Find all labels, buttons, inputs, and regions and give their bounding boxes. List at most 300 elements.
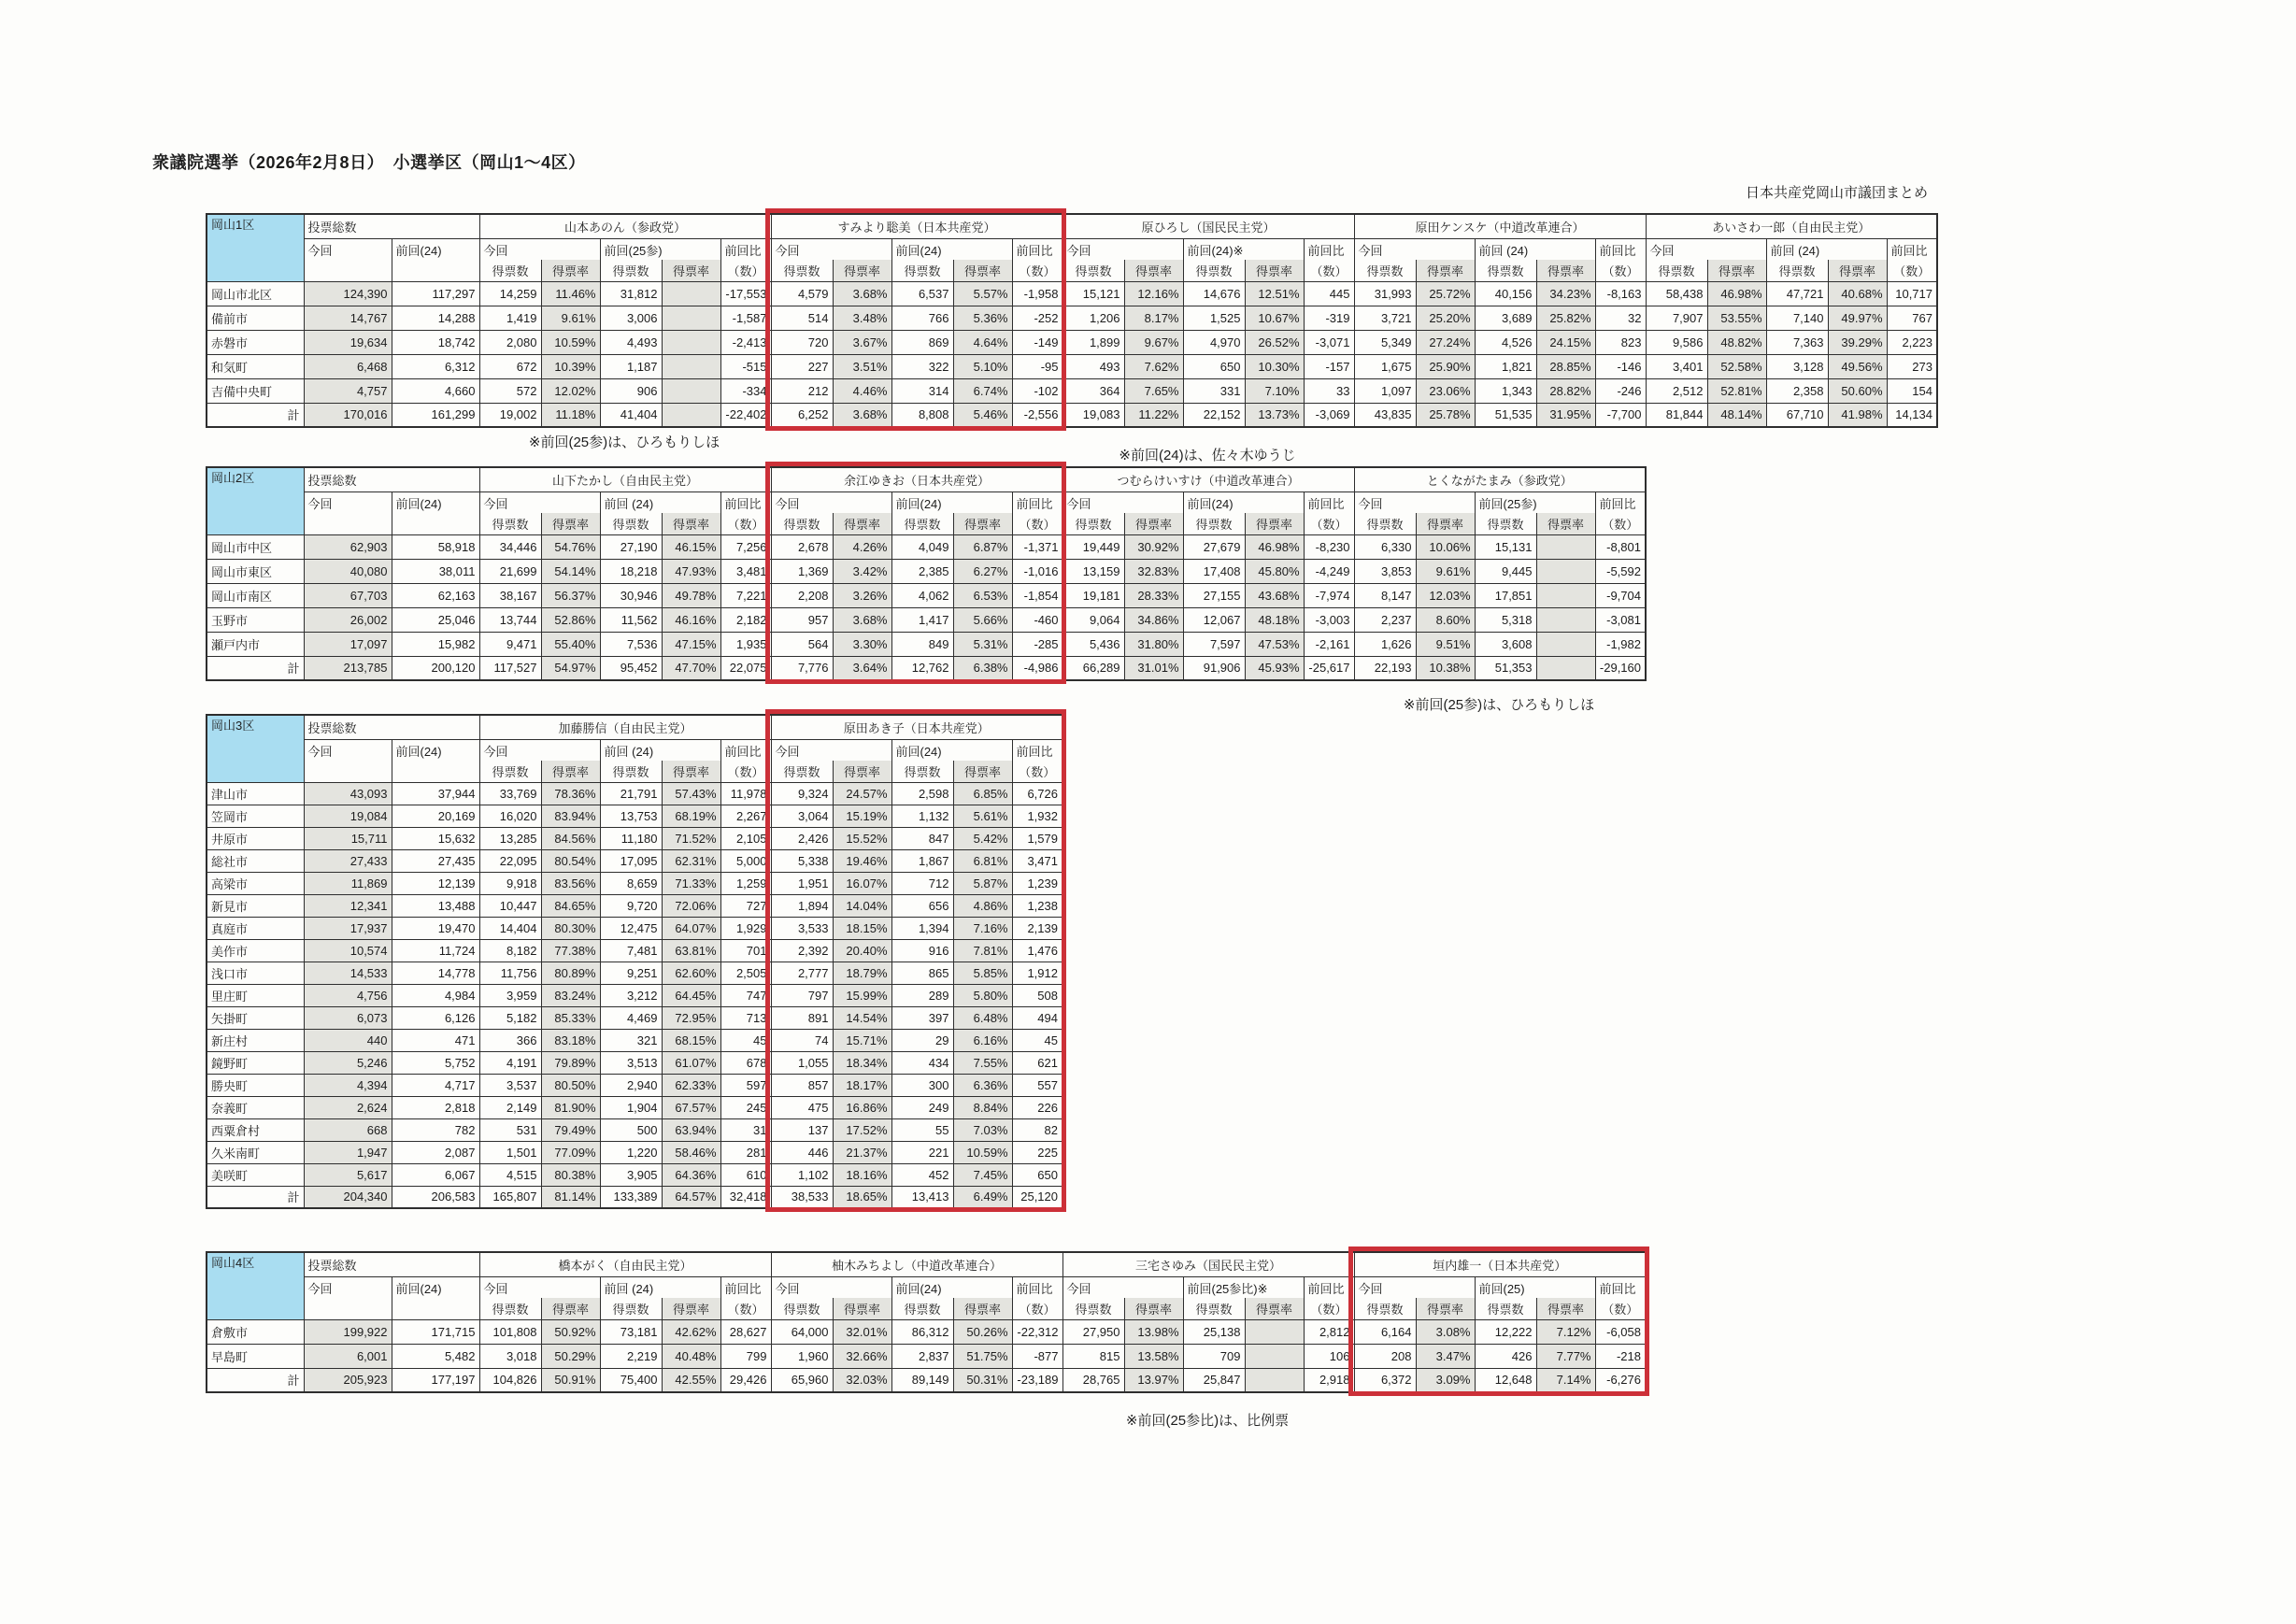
votes-now-cell: 531: [479, 1118, 541, 1141]
rate-prev-cell: 7.12%: [1536, 1319, 1595, 1344]
votes-prev-cell: 321: [600, 1029, 662, 1051]
total-now-cell: 62,903: [304, 534, 392, 559]
total-now-cell: 5,617: [304, 1163, 392, 1186]
area-cell: 浅口市: [207, 962, 304, 984]
votes-prev-cell: 2,219: [600, 1344, 662, 1368]
table-row: [207, 1186, 1062, 1208]
diff-cell: 281: [720, 1141, 771, 1163]
diff-cell: 225: [1012, 1141, 1062, 1163]
diff-cell: -8,801: [1595, 534, 1646, 559]
col-header-rate: 得票率: [1245, 260, 1304, 281]
header-row: [207, 739, 1062, 761]
col-header-prev: 前回 (24): [1766, 238, 1887, 260]
rate-prev-cell: 61.07%: [662, 1051, 720, 1074]
table-row: [207, 378, 1937, 403]
district-results-grid: [206, 466, 1647, 681]
col-header-now: 今回: [304, 491, 392, 534]
votes-now-cell: 2,149: [479, 1096, 541, 1118]
rate-prev-cell: 45.93%: [1245, 656, 1304, 680]
table-row: [207, 534, 1646, 559]
votes-prev-cell: 2,940: [600, 1074, 662, 1096]
col-header-rate: 得票率: [1416, 260, 1475, 281]
rate-prev-cell: 62.31%: [662, 849, 720, 872]
rate-now-cell: 3.68%: [833, 607, 891, 632]
col-header-diff: 前回比: [720, 238, 771, 260]
votes-prev-cell: 4,049: [891, 534, 953, 559]
rate-now-cell: 54.76%: [541, 534, 600, 559]
area-cell: 高梁市: [207, 872, 304, 894]
votes-prev-cell: 1,867: [891, 849, 953, 872]
votes-now-cell: 19,002: [479, 403, 541, 427]
total-prev-cell: 4,660: [392, 378, 479, 403]
votes-prev-cell: 221: [891, 1141, 953, 1163]
candidate-header: 三宅さゆみ（国民民主党）: [1062, 1252, 1354, 1276]
total-now-cell: 6,073: [304, 1006, 392, 1029]
diff-cell: 650: [1012, 1163, 1062, 1186]
col-header-diff: 前回比: [720, 1276, 771, 1298]
total-prev-cell: 471: [392, 1029, 479, 1051]
rate-now-cell: 83.94%: [541, 805, 600, 827]
total-now-cell: 17,937: [304, 917, 392, 939]
rate-now-cell: 13.58%: [1124, 1344, 1183, 1368]
diff-cell: -1,587: [720, 306, 771, 330]
rate-now-cell: 83.56%: [541, 872, 600, 894]
area-cell: 早島町: [207, 1344, 304, 1368]
col-header-votes: 得票数: [891, 513, 953, 534]
rate-prev-cell: 62.33%: [662, 1074, 720, 1096]
votes-prev-cell: 17,408: [1183, 559, 1245, 583]
rate-now-cell: 18.79%: [833, 962, 891, 984]
votes-prev-cell: 4,526: [1475, 330, 1536, 354]
area-cell: 備前市: [207, 306, 304, 330]
col-header-votes: 得票数: [1183, 1298, 1245, 1319]
rate-now-cell: 18.15%: [833, 917, 891, 939]
rate-prev-cell: 5.61%: [953, 805, 1012, 827]
col-header-now: 今回: [1354, 238, 1475, 260]
col-header-diff: 前回比: [1595, 238, 1646, 260]
diff-cell: -7,700: [1595, 403, 1646, 427]
diff-cell: 610: [720, 1163, 771, 1186]
district-label: 岡山1区: [207, 214, 304, 281]
rate-now-cell: 20.40%: [833, 939, 891, 962]
votes-now-cell: 1,097: [1354, 378, 1416, 403]
diff-cell: 2,267: [720, 805, 771, 827]
col-header-rate: 得票率: [1536, 1298, 1595, 1319]
diff-cell: -319: [1304, 306, 1354, 330]
rate-now-cell: 3.30%: [833, 632, 891, 656]
total-prev-cell: 2,087: [392, 1141, 479, 1163]
col-header-prev: 前回(24): [392, 1276, 479, 1319]
diff-cell: 747: [720, 984, 771, 1006]
votes-now-cell: 34,446: [479, 534, 541, 559]
rate-now-cell: 25.72%: [1416, 281, 1475, 306]
total-now-cell: 199,922: [304, 1319, 392, 1344]
votes-now-cell: 9,586: [1646, 330, 1707, 354]
rate-prev-cell: [1536, 632, 1595, 656]
area-cell: 久米南町: [207, 1141, 304, 1163]
votes-now-cell: 9,064: [1062, 607, 1124, 632]
total-prev-cell: 2,818: [392, 1096, 479, 1118]
diff-cell: 597: [720, 1074, 771, 1096]
rate-prev-cell: 62.60%: [662, 962, 720, 984]
col-header-votes: 得票数: [600, 761, 662, 782]
col-header-diff-num: （数）: [720, 1298, 771, 1319]
votes-prev-cell: 2,598: [891, 782, 953, 805]
rate-prev-cell: 63.81%: [662, 939, 720, 962]
area-cell: 鏡野町: [207, 1051, 304, 1074]
votes-prev-cell: 2,837: [891, 1344, 953, 1368]
diff-cell: -218: [1595, 1344, 1646, 1368]
rate-prev-cell: 49.97%: [1828, 306, 1887, 330]
total-now-cell: 4,757: [304, 378, 392, 403]
col-header-diff-num: （数）: [720, 513, 771, 534]
votes-prev-cell: 8,659: [600, 872, 662, 894]
rate-prev-cell: 46.16%: [662, 607, 720, 632]
diff-cell: 823: [1595, 330, 1646, 354]
rate-prev-cell: [662, 306, 720, 330]
col-header-rate: 得票率: [953, 761, 1012, 782]
votes-prev-cell: 300: [891, 1074, 953, 1096]
votes-now-cell: 446: [771, 1141, 833, 1163]
district-label: 岡山4区: [207, 1252, 304, 1319]
rate-prev-cell: [662, 354, 720, 378]
diff-cell: 713: [720, 1006, 771, 1029]
col-header-rate: 得票率: [662, 1298, 720, 1319]
diff-cell: 22,075: [720, 656, 771, 680]
diff-cell: 32,418: [720, 1186, 771, 1208]
votes-prev-cell: 133,389: [600, 1186, 662, 1208]
total-prev-cell: 37,944: [392, 782, 479, 805]
col-header-rate: 得票率: [1828, 260, 1887, 281]
diff-cell: -29,160: [1595, 656, 1646, 680]
rate-prev-cell: 7.55%: [953, 1051, 1012, 1074]
rate-prev-cell: [1536, 656, 1595, 680]
votes-prev-cell: 1,417: [891, 607, 953, 632]
col-header-votes: 得票数: [891, 260, 953, 281]
table-row: [207, 559, 1646, 583]
votes-prev-cell: 1,525: [1183, 306, 1245, 330]
col-header-now: 今回: [1354, 1276, 1475, 1298]
rate-now-cell: 10.59%: [541, 330, 600, 354]
votes-prev-cell: 55: [891, 1118, 953, 1141]
rate-prev-cell: [1536, 559, 1595, 583]
total-prev-cell: 38,011: [392, 559, 479, 583]
total-now-cell: 67,703: [304, 583, 392, 607]
votes-prev-cell: 6,537: [891, 281, 953, 306]
votes-now-cell: 13,159: [1062, 559, 1124, 583]
header-row: [207, 467, 1646, 491]
rate-prev-cell: 5.85%: [953, 962, 1012, 984]
total-now-cell: 668: [304, 1118, 392, 1141]
rate-prev-cell: 71.33%: [662, 872, 720, 894]
header-row: [207, 491, 1646, 513]
table-row: [207, 1006, 1062, 1029]
rate-now-cell: 9.61%: [541, 306, 600, 330]
diff-cell: -95: [1012, 354, 1062, 378]
col-header-now: 今回: [1646, 238, 1766, 260]
votes-prev-cell: 397: [891, 1006, 953, 1029]
votes-now-cell: 13,744: [479, 607, 541, 632]
diff-cell: -2,413: [720, 330, 771, 354]
votes-now-cell: 165,807: [479, 1186, 541, 1208]
col-header-votes: 得票数: [1354, 513, 1416, 534]
col-header-rate: 得票率: [541, 513, 600, 534]
rate-now-cell: 30.92%: [1124, 534, 1183, 559]
col-header-votes: 得票数: [600, 260, 662, 281]
total-prev-cell: 58,918: [392, 534, 479, 559]
votes-now-cell: 6,164: [1354, 1319, 1416, 1344]
diff-cell: 7,256: [720, 534, 771, 559]
diff-cell: 154: [1887, 378, 1937, 403]
votes-now-cell: 5,436: [1062, 632, 1124, 656]
area-cell: 新庄村: [207, 1029, 304, 1051]
col-header-rate: 得票率: [833, 761, 891, 782]
col-header-now: 今回: [479, 739, 600, 761]
diff-cell: 273: [1887, 354, 1937, 378]
col-header-rate: 得票率: [1536, 260, 1595, 281]
diff-cell: 5,000: [720, 849, 771, 872]
votes-prev-cell: 452: [891, 1163, 953, 1186]
votes-now-cell: 21,699: [479, 559, 541, 583]
diff-cell: 29,426: [720, 1368, 771, 1392]
col-header-rate: 得票率: [1536, 513, 1595, 534]
col-header-prev: 前回(24): [891, 238, 1012, 260]
votes-now-cell: 797: [771, 984, 833, 1006]
votes-now-cell: 227: [771, 354, 833, 378]
votes-prev-cell: 3,608: [1475, 632, 1536, 656]
rate-prev-cell: 72.06%: [662, 894, 720, 917]
votes-prev-cell: 9,251: [600, 962, 662, 984]
area-cell: 総社市: [207, 849, 304, 872]
votes-prev-cell: 1,343: [1475, 378, 1536, 403]
total-now-cell: 40,080: [304, 559, 392, 583]
votes-now-cell: 81,844: [1646, 403, 1707, 427]
area-cell: 岡山市南区: [207, 583, 304, 607]
votes-prev-cell: 9,720: [600, 894, 662, 917]
diff-cell: 106: [1304, 1344, 1354, 1368]
total-now-cell: 43,093: [304, 782, 392, 805]
votes-prev-cell: 11,562: [600, 607, 662, 632]
header-row: [207, 715, 1062, 739]
rate-now-cell: 48.14%: [1707, 403, 1766, 427]
rate-prev-cell: 7.81%: [953, 939, 1012, 962]
rate-now-cell: 84.65%: [541, 894, 600, 917]
col-header-rate: 得票率: [1124, 1298, 1183, 1319]
diff-cell: -8,230: [1304, 534, 1354, 559]
total-prev-cell: 206,583: [392, 1186, 479, 1208]
rate-prev-cell: 63.94%: [662, 1118, 720, 1141]
col-header-votes: 得票数: [1646, 260, 1707, 281]
votes-now-cell: 66,289: [1062, 656, 1124, 680]
votes-prev-cell: 9,445: [1475, 559, 1536, 583]
table-row: [207, 281, 1937, 306]
col-header-rate: 得票率: [541, 1298, 600, 1319]
table-row: [207, 1096, 1062, 1118]
votes-now-cell: 4,191: [479, 1051, 541, 1074]
votes-prev-cell: 1,132: [891, 805, 953, 827]
votes-prev-cell: 289: [891, 984, 953, 1006]
rate-prev-cell: 68.15%: [662, 1029, 720, 1051]
total-prev-cell: 6,067: [392, 1163, 479, 1186]
total-now-cell: 170,016: [304, 403, 392, 427]
candidate-header: 原田あき子（日本共産党）: [771, 715, 1062, 739]
rate-now-cell: 7.62%: [1124, 354, 1183, 378]
rate-now-cell: 14.54%: [833, 1006, 891, 1029]
area-cell: 美作市: [207, 939, 304, 962]
votes-now-cell: 31,993: [1354, 281, 1416, 306]
votes-now-cell: 1,501: [479, 1141, 541, 1163]
area-cell: 美咲町: [207, 1163, 304, 1186]
total-prev-cell: 6,126: [392, 1006, 479, 1029]
rate-now-cell: 83.24%: [541, 984, 600, 1006]
diff-cell: 3,471: [1012, 849, 1062, 872]
votes-now-cell: 9,918: [479, 872, 541, 894]
rate-prev-cell: 7.16%: [953, 917, 1012, 939]
diff-cell: 45: [720, 1029, 771, 1051]
rate-prev-cell: 45.80%: [1245, 559, 1304, 583]
diff-cell: 25,120: [1012, 1186, 1062, 1208]
col-header-diff: 前回比: [1887, 238, 1937, 260]
total-prev-cell: 177,197: [392, 1368, 479, 1392]
rate-prev-cell: [1245, 1344, 1304, 1368]
votes-now-cell: 33,769: [479, 782, 541, 805]
votes-now-cell: 22,095: [479, 849, 541, 872]
rate-prev-cell: 25.82%: [1536, 306, 1595, 330]
col-header-votes: 得票数: [1183, 513, 1245, 534]
area-cell: 奈義町: [207, 1096, 304, 1118]
total-prev-cell: 4,717: [392, 1074, 479, 1096]
col-header-votes: 得票数: [479, 260, 541, 281]
rate-prev-cell: 42.62%: [662, 1319, 720, 1344]
diff-cell: -1,854: [1012, 583, 1062, 607]
votes-now-cell: 3,018: [479, 1344, 541, 1368]
total-prev-cell: 14,288: [392, 306, 479, 330]
candidate-header: すみより聡美（日本共産党）: [771, 214, 1062, 238]
rate-prev-cell: 39.29%: [1828, 330, 1887, 354]
col-header-now: 今回: [771, 491, 891, 513]
votes-now-cell: 3,853: [1354, 559, 1416, 583]
diff-cell: 1,259: [720, 872, 771, 894]
rate-prev-cell: 10.67%: [1245, 306, 1304, 330]
rate-now-cell: 19.46%: [833, 849, 891, 872]
rate-now-cell: 52.81%: [1707, 378, 1766, 403]
col-header-now: 今回: [1062, 491, 1183, 513]
votes-now-cell: 957: [771, 607, 833, 632]
candidate-header: つむらけいすけ（中道改革連合）: [1062, 467, 1354, 491]
diff-cell: 1,935: [720, 632, 771, 656]
col-header-diff: 前回比: [1304, 238, 1354, 260]
total-now-cell: 4,394: [304, 1074, 392, 1096]
header-row: [207, 1252, 1646, 1276]
rate-prev-cell: 64.36%: [662, 1163, 720, 1186]
col-header-rate: 得票率: [953, 1298, 1012, 1319]
rate-now-cell: 31.01%: [1124, 656, 1183, 680]
rate-now-cell: 8.17%: [1124, 306, 1183, 330]
col-header-now: 今回: [1062, 1276, 1183, 1298]
diff-cell: -6,276: [1595, 1368, 1646, 1392]
diff-cell: 10,717: [1887, 281, 1937, 306]
votes-prev-cell: 13,413: [891, 1186, 953, 1208]
candidate-header: 山下たかし（自由民主党）: [479, 467, 771, 491]
rate-prev-cell: [1245, 1368, 1304, 1392]
rate-prev-cell: [662, 330, 720, 354]
total-now-cell: 124,390: [304, 281, 392, 306]
votes-now-cell: 3,401: [1646, 354, 1707, 378]
rate-now-cell: 25.90%: [1416, 354, 1475, 378]
col-header-prev: 前回(24)※: [1183, 238, 1304, 260]
rate-now-cell: 14.04%: [833, 894, 891, 917]
table-row: [207, 1051, 1062, 1074]
total-prev-cell: 20,169: [392, 805, 479, 827]
rate-now-cell: 28.33%: [1124, 583, 1183, 607]
table-row: [207, 1029, 1062, 1051]
rate-now-cell: 17.52%: [833, 1118, 891, 1141]
rate-now-cell: 54.97%: [541, 656, 600, 680]
votes-now-cell: 4,579: [771, 281, 833, 306]
rate-now-cell: 15.52%: [833, 827, 891, 849]
rate-prev-cell: 6.16%: [953, 1029, 1012, 1051]
diff-cell: -157: [1304, 354, 1354, 378]
results-table-3: [206, 714, 1063, 1209]
votes-now-cell: 4,515: [479, 1163, 541, 1186]
col-header-rate: 得票率: [662, 761, 720, 782]
diff-cell: 33: [1304, 378, 1354, 403]
rate-now-cell: 15.71%: [833, 1029, 891, 1051]
area-cell: 玉野市: [207, 607, 304, 632]
rate-prev-cell: 50.31%: [953, 1368, 1012, 1392]
rate-prev-cell: 6.48%: [953, 1006, 1012, 1029]
diff-cell: -285: [1012, 632, 1062, 656]
diff-cell: 621: [1012, 1051, 1062, 1074]
col-header-prev: 前回(24): [891, 1276, 1012, 1298]
rate-now-cell: 16.07%: [833, 872, 891, 894]
area-cell: 岡山市東区: [207, 559, 304, 583]
candidate-header: 余江ゆきお（日本共産党）: [771, 467, 1062, 491]
rate-now-cell: 32.83%: [1124, 559, 1183, 583]
votes-prev-cell: 869: [891, 330, 953, 354]
col-header-votes: 得票数: [771, 513, 833, 534]
votes-now-cell: 2,512: [1646, 378, 1707, 403]
col-header-diff-num: （数）: [1304, 1298, 1354, 1319]
col-header-prev: 前回(25参): [600, 238, 720, 260]
votes-prev-cell: 3,006: [600, 306, 662, 330]
col-header-prev: 前回(24): [891, 739, 1012, 761]
rate-now-cell: 3.64%: [833, 656, 891, 680]
votes-now-cell: 1,369: [771, 559, 833, 583]
diff-cell: -22,312: [1012, 1319, 1062, 1344]
votes-prev-cell: 7,140: [1766, 306, 1828, 330]
diff-cell: -2,161: [1304, 632, 1354, 656]
col-header-votes: 得票数: [1062, 1298, 1124, 1319]
diff-cell: 678: [720, 1051, 771, 1074]
diff-cell: 1,579: [1012, 827, 1062, 849]
diff-cell: -877: [1012, 1344, 1062, 1368]
votes-prev-cell: 51,535: [1475, 403, 1536, 427]
col-header-votes: 得票数: [1062, 260, 1124, 281]
area-cell: 矢掛町: [207, 1006, 304, 1029]
votes-now-cell: 2,426: [771, 827, 833, 849]
votes-now-cell: 514: [771, 306, 833, 330]
rate-now-cell: 50.29%: [541, 1344, 600, 1368]
area-cell: 吉備中央町: [207, 378, 304, 403]
col-header-prev: 前回(25): [1475, 1276, 1595, 1298]
candidate-header: あいさわ一郎（自由民主党）: [1646, 214, 1937, 238]
rate-prev-cell: 58.46%: [662, 1141, 720, 1163]
rate-prev-cell: 43.68%: [1245, 583, 1304, 607]
table-row: [207, 894, 1062, 917]
rate-now-cell: 79.89%: [541, 1051, 600, 1074]
rate-prev-cell: 49.78%: [662, 583, 720, 607]
